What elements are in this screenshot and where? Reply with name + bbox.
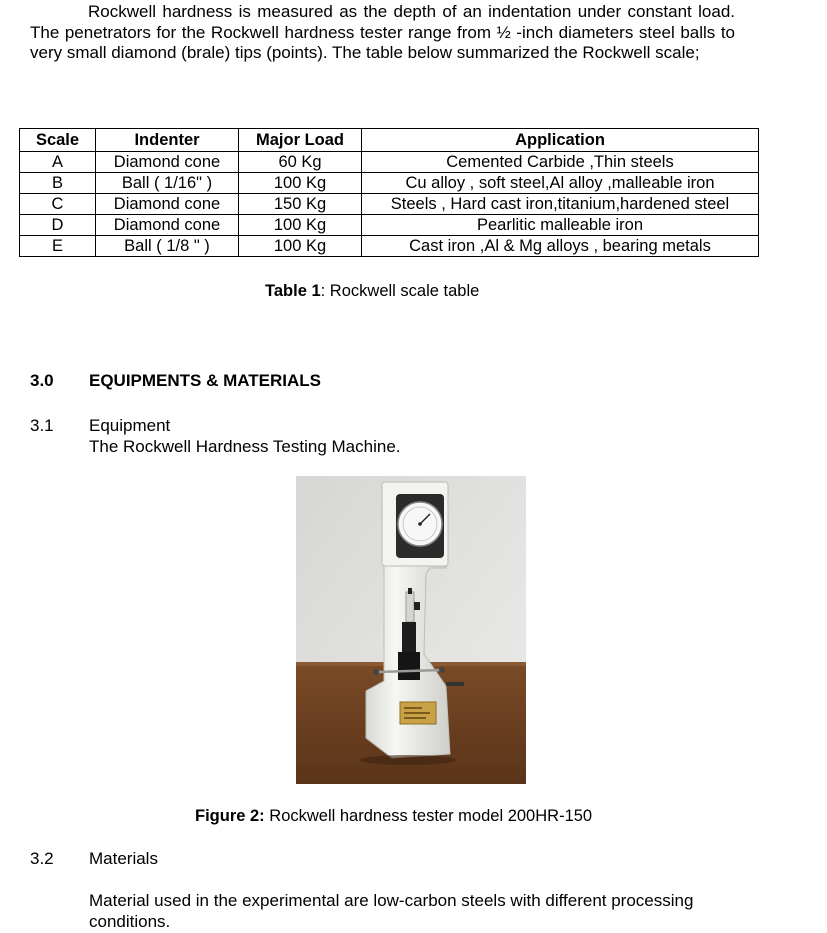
section-3-1-text: The Rockwell Hardness Testing Machine.	[89, 437, 401, 456]
cell-major-load: 150 Kg	[239, 194, 362, 215]
cell-indenter: Diamond cone	[96, 215, 239, 236]
cell-major-load: 100 Kg	[239, 173, 362, 194]
cell-scale: D	[20, 215, 96, 236]
cell-application: Cemented Carbide ,Thin steels	[362, 152, 759, 173]
intro-paragraph: Rockwell hardness is measured as the depth of an indentation under constant load. The penetrators for the Rockwell hardness tester range from ½ -inch diameters steel balls to very small diamond (brale) tips (points). The table below summarized the Rockwell scale;	[30, 2, 735, 62]
table-row	[20, 152, 759, 173]
load-lever	[446, 682, 464, 686]
cell-indenter: Diamond cone	[96, 194, 239, 215]
table-row	[20, 194, 759, 215]
section-3-1-title: Equipment	[89, 416, 171, 435]
section-3-2-text: Material used in the experimental are low-carbon steels with different processing conditions.	[89, 891, 694, 931]
table-row	[20, 173, 759, 194]
figure-caption-text: Rockwell hardness tester model 200HR-150	[264, 807, 593, 825]
table-caption-label: Table 1	[265, 282, 321, 300]
rockwell-scale-table	[19, 128, 759, 257]
header-scale: Scale	[20, 129, 96, 152]
table-caption-text: : Rockwell scale table	[320, 282, 480, 300]
elevating-handwheel	[398, 652, 420, 680]
table-row	[20, 236, 759, 257]
section-3-0-number: 3.0	[30, 371, 54, 390]
cell-scale: A	[20, 152, 96, 173]
rockwell-tester-photo	[296, 476, 526, 784]
section-3-0-title: EQUIPMENTS & MATERIALS	[89, 371, 322, 390]
section-3-2-number: 3.2	[30, 849, 54, 868]
cell-application: Pearlitic malleable iron	[362, 215, 759, 236]
section-3-1-block	[89, 415, 401, 457]
table-caption	[265, 282, 479, 301]
cell-major-load: 60 Kg	[239, 152, 362, 173]
cell-application: Cu alloy , soft steel,Al alloy ,malleable iron	[362, 173, 759, 194]
section-3-2-title: Materials	[89, 849, 158, 868]
table-header-row	[20, 129, 759, 152]
cell-application: Steels , Hard cast iron,titanium,hardened steel	[362, 194, 759, 215]
indenter-spindle	[406, 592, 414, 622]
cell-major-load: 100 Kg	[239, 236, 362, 257]
cell-scale: E	[20, 236, 96, 257]
header-major-load: Major Load	[239, 129, 362, 152]
figure-caption-label: Figure 2:	[195, 807, 265, 825]
cell-scale: B	[20, 173, 96, 194]
header-application: Application	[362, 129, 759, 152]
cell-scale: C	[20, 194, 96, 215]
cell-indenter: Ball ( 1/16" )	[96, 173, 239, 194]
cell-major-load: 100 Kg	[239, 215, 362, 236]
figure-caption	[195, 807, 592, 826]
header-indenter: Indenter	[96, 129, 239, 152]
cell-application: Cast iron ,Al & Mg alloys , bearing metals	[362, 236, 759, 257]
anvil-screw	[402, 622, 416, 652]
section-3-1-number: 3.1	[30, 416, 54, 435]
rockwell-tester-illustration	[296, 476, 526, 784]
cell-indenter: Diamond cone	[96, 152, 239, 173]
cell-indenter: Ball ( 1/8 " )	[96, 236, 239, 257]
table-row	[20, 215, 759, 236]
